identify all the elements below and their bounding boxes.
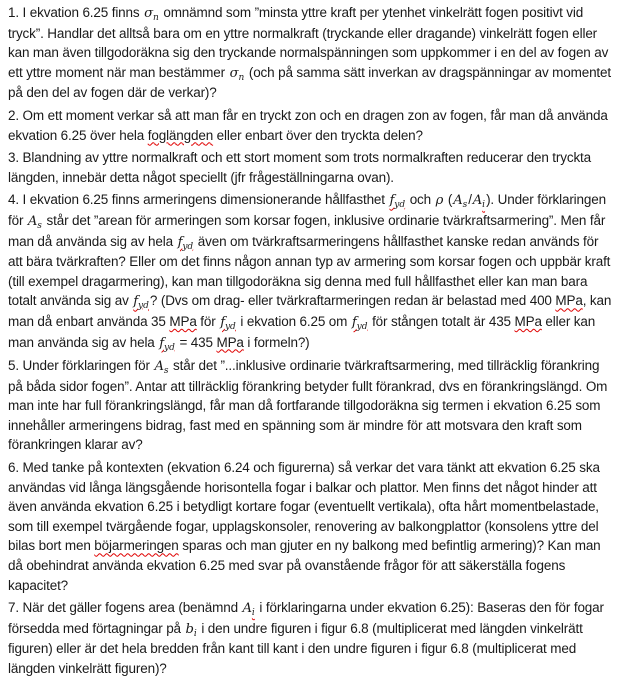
math-symbol <box>178 234 194 250</box>
math-base: A <box>453 193 463 209</box>
math-symbol <box>186 621 197 637</box>
math-subscript: s <box>163 366 169 377</box>
text-run: 4. I ekvation 6.25 finns armeringens dimensionerande hållfasthet <box>8 192 389 208</box>
text-run: i den undre figuren i figur 6.8 (multiplicerat med längden vinkelrätt figuren) eller är det hela bredden från kant till kant i den undre figuren i figur 6.8 (multiplicerat med längden vinkelrätt figuren)? <box>8 620 587 676</box>
math-base: A <box>154 359 164 375</box>
text-run: sparas och man gjuter en ny balkong med befintlig armering)? Kan man då obehindrat använda ekvation 6.25 med svar på ovanstående frågor för att säkerställa fogens kapacitet? <box>8 538 605 593</box>
text-run: / <box>468 192 472 208</box>
math-symbol <box>154 358 169 377</box>
text-run: 1. I ekvation 6.25 finns <box>8 5 144 20</box>
math-base: f <box>351 314 357 330</box>
question-2 <box>8 106 613 145</box>
math-subscript: i <box>251 608 255 619</box>
text-run: ( <box>444 192 453 208</box>
math-subscript: yd <box>182 241 194 252</box>
text-run: i ekvation 6.25 om <box>236 313 351 329</box>
math-symbol <box>242 600 255 619</box>
math-base: f <box>133 294 139 310</box>
text-run: eller enbart över den tryckta delen? <box>213 127 423 143</box>
math-subscript: yd <box>356 321 368 332</box>
text-run: 6. Med tanke på kontexten (ekvation 6.24 och figurerna) så verkar det vara tänkt att ekvation 6.25 ska användas vid långa längsgående horisontella fogar i balkar och plattor. Men finns det något hinder att även använda ekvation 6.25 i betydligt kortare fogar (eventuellt vertikala), ofta hårt momentbelastade, som till exempel tvärgående fogar, upplagskonsoler, renovering av balkongplattor (konsolens yttre del bilas bort men <box>8 460 604 554</box>
text-run: även om tvärkraftsarmeringens hållfasthet kanske redan används för att bära tvärkraften? Eller om det finns någon annan typ av armering som korsar fogen och uppbär kraft (till exempel dragarmering), kan man tillgodoräkna sig denna med full hållfasthet eller kan man bara totalt använda sig av <box>8 233 614 309</box>
misspelled-word: MPa <box>169 313 197 329</box>
text-run: ? (Dvs om drag- eller tvärkraftarmeringen redan är belastad med 400 <box>149 293 556 309</box>
math-subscript: n <box>152 13 159 23</box>
text-run: 3. Blandning av yttre normalkraft och ett stort moment som trots normalkraften reducerar den tryckta längden, innebär detta något speciellt (jfr frågeställningarna ovan). <box>8 150 595 185</box>
question-4 <box>8 190 613 353</box>
math-base: A <box>27 213 38 229</box>
question-6 <box>8 458 613 595</box>
math-symbol <box>28 213 42 229</box>
math-symbol <box>144 5 159 21</box>
math-base: A <box>242 601 252 617</box>
math-base: σ <box>144 6 153 21</box>
math-base: σ <box>229 65 239 81</box>
question-5 <box>8 356 613 455</box>
math-base: f <box>389 193 395 209</box>
math-subscript: yd <box>394 200 406 211</box>
text-run: , kan man då enbart använda 35 <box>8 293 615 329</box>
misspelled-word: böjarmeringen <box>94 538 179 554</box>
math-subscript: i <box>482 200 486 211</box>
math-symbol <box>133 293 149 312</box>
math-base: A <box>472 193 483 209</box>
math-subscript: yd <box>224 321 236 332</box>
text-run: för stången totalt är 435 <box>368 313 515 329</box>
text-run: 2. Om ett moment verkar så att man får en tryckt zon och en dragen zon av fogen, får man då använda ekvation 6.25 över hela <box>8 107 612 143</box>
math-base: ρ <box>435 193 444 209</box>
text-run: står det ”arean för armeringen som korsar fogen, inklusive ordinarie tvärkraftsarmering”. Men får man då använda sig av hela <box>8 212 609 249</box>
text-run: 5. Under förklaringen för <box>8 358 154 374</box>
math-symbol <box>472 192 486 211</box>
math-subscript: yd <box>164 342 175 353</box>
misspelled-word: foglängden <box>147 127 214 143</box>
math-subscript: n <box>238 72 245 83</box>
math-subscript: s <box>37 220 42 231</box>
document-body <box>8 3 613 679</box>
math-base: f <box>159 335 164 351</box>
math-symbol <box>453 192 468 211</box>
math-subscript: yd <box>138 301 149 312</box>
question-1 <box>8 3 613 103</box>
math-symbol <box>220 314 236 330</box>
text-run: står det ”...inklusive ordinarie tvärkraftsarmering, med tillräcklig förankring på båda sidor fogen”. Antar att tillräcklig förankring betyder fullt förankrad, dvs en förankringslängd. Om man inte har full förankringslängd, får man då fortfarande tillgodoräkna sig termen i ekvation 6.25 som innehåller armeringens bidrag, fast med en spänning som är mindre för att motsvara den kraft som förankringen klarar av? <box>8 358 611 453</box>
misspelled-word: MPa <box>555 293 583 309</box>
text-run: och <box>406 192 435 208</box>
text-run: 7. När det gäller fogens area (benämnd <box>8 600 242 616</box>
text-run: för <box>196 313 220 329</box>
text-run: i formeln?) <box>243 334 310 350</box>
text-run: i förklaringarna under ekvation 6.25): Baseras den för fogar försedda med förtagningar på <box>8 600 608 636</box>
text-run: eller kan man använda sig av hela <box>8 313 599 350</box>
math-symbol <box>389 192 406 211</box>
text-run: (och på samma sätt inverkan av dragspänningar av momentet på den del av fogen där de verkar)? <box>8 64 615 101</box>
math-symbol <box>352 314 368 330</box>
misspelled-word: MPa <box>216 334 244 350</box>
text-run: = 435 <box>175 334 217 350</box>
misspelled-word: MPa <box>514 313 542 329</box>
math-symbol <box>230 65 245 81</box>
math-base: f <box>220 314 225 330</box>
math-subscript: s <box>462 200 468 211</box>
math-base: b <box>185 621 194 637</box>
math-subscript: i <box>193 628 197 639</box>
question-3 <box>8 148 613 187</box>
text-run: omnämnd som ”minsta yttre kraft per ytenhet vinkelrätt fogen positivt vid tryck”. Handlar det alltså bara om en yttre normalkraft (tryckande eller dragande) vinkelrätt fogen eller kan man även tillgodoräkna sig den tryckande normalspänningen som uppkommer i en del av fogen av ett yttre moment när man bestämmer <box>8 5 612 80</box>
math-symbol <box>436 192 444 208</box>
question-7 <box>8 598 613 678</box>
text-run: ). Under förklaringen för <box>8 192 610 228</box>
math-symbol <box>159 335 175 351</box>
math-base: f <box>177 234 183 250</box>
